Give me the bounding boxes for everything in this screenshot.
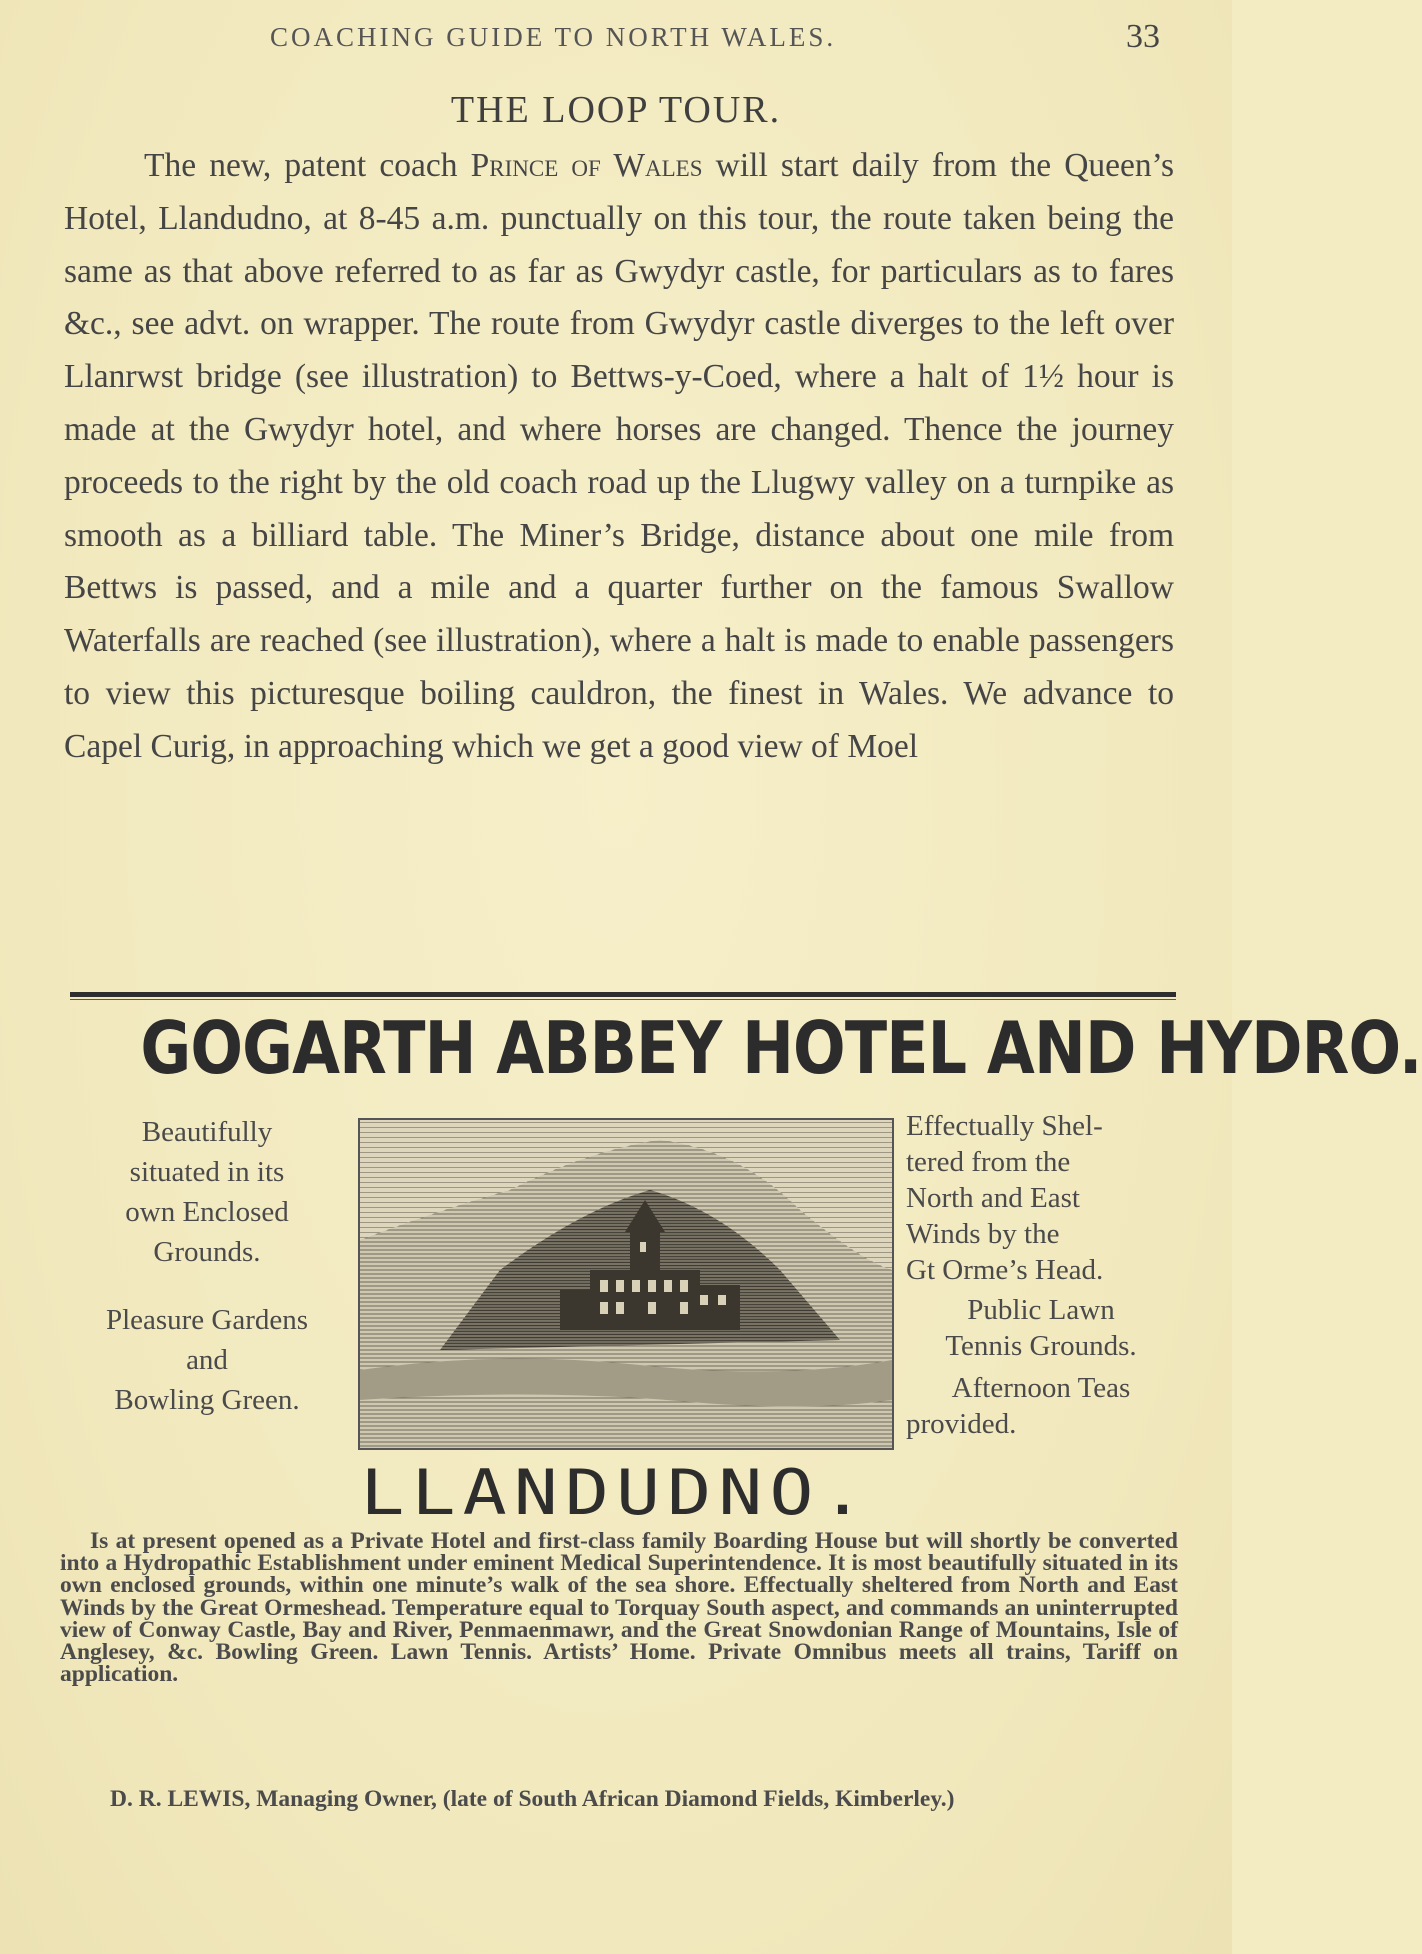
right-line: Effectually Shel- bbox=[906, 1110, 1103, 1142]
left-line: Grounds. bbox=[153, 1236, 261, 1268]
right-line: North and East bbox=[906, 1182, 1080, 1214]
right-feature-group-2 bbox=[906, 1292, 1176, 1364]
running-title: COACHING GUIDE TO NORTH WALES. bbox=[270, 22, 837, 52]
page-number: 33 bbox=[1126, 18, 1160, 55]
left-line: Bowling Green. bbox=[114, 1384, 300, 1416]
divider-rule-thin bbox=[70, 999, 1176, 1000]
left-line: Beautifully bbox=[141, 1116, 273, 1148]
right-line: Gt Orme’s Head. bbox=[906, 1254, 1104, 1286]
hotel-engraving-illustration bbox=[358, 1118, 894, 1450]
advertisement-description: Is at present opened as a Private Hotel and first-class family Boarding House but will shortly be converted into a Hydropathic Establishment under eminent Medical Superintendence. It is most beautifully situated in its own enclosed grounds, within one minute’s walk of the sea shore. Effectually sheltered from North and East Winds by the Great Ormeshead. Temperature equal to Torquay South aspect, and commands an uninterrupted view of Conway Castle, Bay and River, Penmaenmawr, and the Great Snowdonian Range of Mountains, Isle of Anglesey, &c. Bowling Green. Lawn Tennis. Artists’ Home. Private Omnibus meets all trains, Tariff on application. bbox=[60, 1528, 1178, 1688]
right-feature-group-3 bbox=[906, 1370, 1176, 1442]
article-body bbox=[64, 140, 1174, 774]
left-line: situated in its bbox=[129, 1156, 285, 1188]
article-text-rest: will start daily from the Queen’s Hotel, Llandudno, at 8-45 a.m. punctually on this tour, the route taken being the same as that above referred to as far as Gwydyr castle, for particulars as to fares &c., see advt. on wrapper. The route from Gwydyr castle diverges to the left over Llanrwst bridge (see illustration) to Bettws-y-Coed, where a halt of 1½ hour is made at the Gwydyr hotel, and where horses are changed. Thence the journey proceeds to the right by the old coach road up the Llugwy valley on a turnpike as smooth as a billiard table. The Miner’s Bridge, distance about one mile from Bettws is passed, and a mile and a quarter further on the famous Swallow Waterfalls are reached (see illustration), where a halt is made to enable passengers to view this picturesque boiling cauldron, the finest in Wales. We advance to Capel Curig, in approaching which we get a good view of Moel bbox=[64, 147, 1174, 765]
right-line: Tennis Grounds. bbox=[945, 1330, 1137, 1362]
right-line: Winds by the bbox=[906, 1218, 1060, 1250]
coach-name: Prince of Wales bbox=[470, 147, 703, 184]
divider-rule bbox=[70, 992, 1176, 997]
right-line: tered from the bbox=[906, 1146, 1071, 1178]
left-feature-group-1 bbox=[62, 1112, 352, 1272]
place-name: LLANDUDNO. bbox=[360, 1456, 872, 1529]
running-header bbox=[60, 18, 1180, 58]
left-line: Pleasure Gardens bbox=[105, 1304, 309, 1336]
hotel-engraving-icon bbox=[360, 1120, 892, 1448]
left-line: own Enclosed bbox=[125, 1196, 289, 1228]
right-line: Public Lawn bbox=[967, 1294, 1115, 1326]
advertisement-owner: D. R. LEWIS, Managing Owner, (late of South African Diamond Fields, Kimberley.) bbox=[110, 1786, 955, 1812]
advertisement-right-column bbox=[906, 1108, 1176, 1442]
advertisement-left-column bbox=[62, 1112, 352, 1420]
right-line: provided. bbox=[906, 1408, 1017, 1440]
advertisement-heading: GOGARTH ABBEY HOTEL AND HYDRO. bbox=[140, 1006, 1422, 1090]
left-line: and bbox=[186, 1344, 228, 1376]
article-text-start: The new, patent coach bbox=[144, 147, 471, 184]
right-feature-group-1 bbox=[906, 1108, 1176, 1288]
section-title: THE LOOP TOUR. bbox=[450, 89, 782, 131]
right-line: Afternoon Teas bbox=[951, 1372, 1131, 1404]
left-feature-group-2 bbox=[62, 1300, 352, 1420]
